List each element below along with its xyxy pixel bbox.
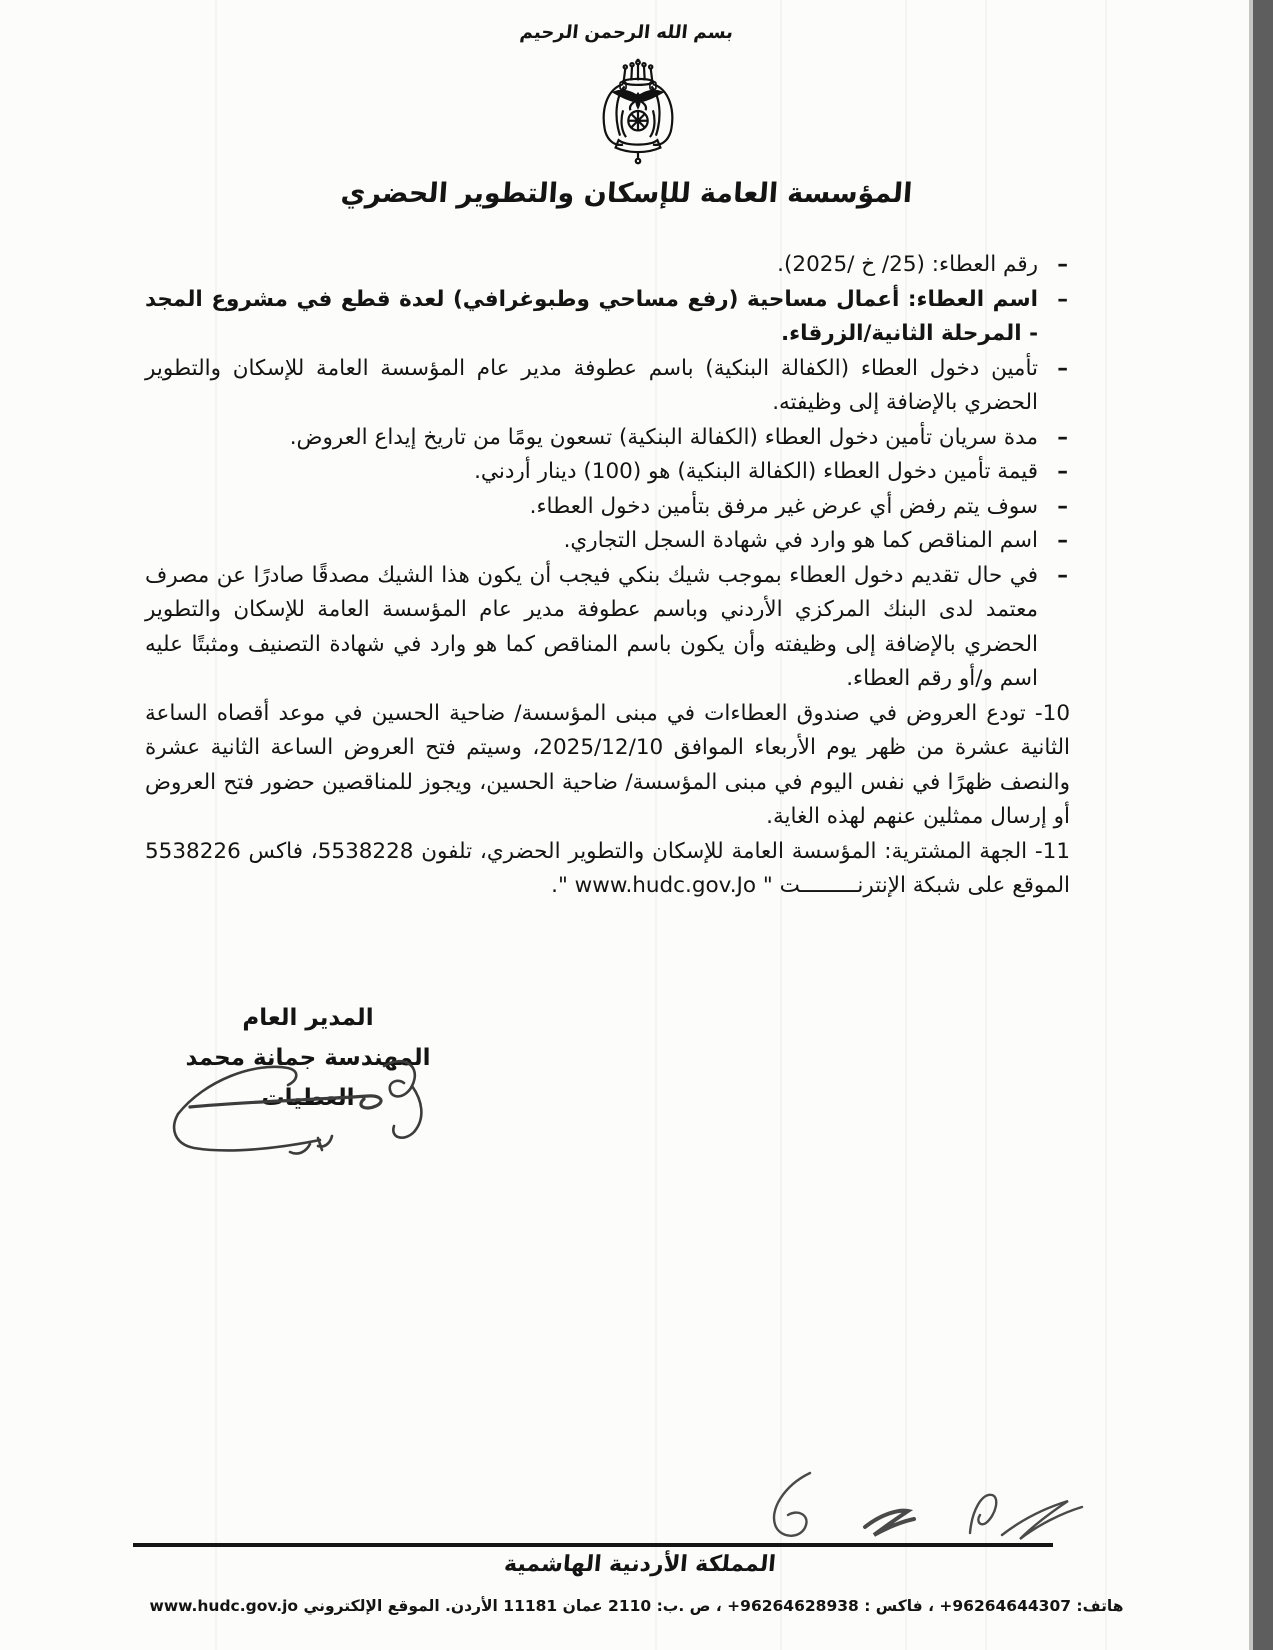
jordan-coat-of-arms-icon — [593, 58, 683, 174]
item-number: 11- — [1027, 838, 1070, 864]
signatory-title: المدير العام — [242, 1005, 374, 1031]
dash-marker: – — [1057, 252, 1068, 277]
list-item — [145, 352, 1070, 421]
handwritten-signature — [160, 1052, 460, 1166]
dash-marker: – — [1057, 493, 1068, 519]
item-number: 10- — [1025, 700, 1070, 726]
list-item — [145, 559, 1070, 697]
handwritten-initials — [690, 1455, 1120, 1564]
kingdom-calligraphy: المملكة الأردنية الهاشمية — [503, 1552, 777, 1577]
dash-marker: – — [1057, 286, 1068, 312]
rejection-line: سوف يتم رفض أي عرض غير مرفق بتأمين دخول العطاء. — [529, 493, 1038, 519]
dash-marker: – — [1057, 528, 1068, 553]
bond-value-line: قيمة تأمين دخول العطاء (الكفالة البنكية) هو (100) دينار أردني. — [474, 459, 1038, 484]
org-name-calligraphy: المؤسسة العامة للإسكان والتطوير الحضري — [339, 178, 914, 209]
tender-name-line: اسم العطاء: أعمال مساحية (رفع مساحي وطبوغرافي) لعدة قطع في مشروع المجد - المرحلة الثانية/الزرقاء. — [145, 286, 1038, 346]
dash-marker: – — [1057, 424, 1068, 450]
list-item — [145, 283, 1070, 352]
scan-edge-shadow — [1253, 0, 1273, 1650]
dash-marker: – — [1057, 355, 1068, 381]
dash-marker: – — [1057, 459, 1068, 484]
tender-number-line: رقم العطاء: (25/ خ /2025). — [777, 252, 1038, 277]
deposit-deadline-paragraph: تودع العروض في صندوق العطاءات في مبنى المؤسسة/ ضاحية الحسين في موعد أقصاه الساعة الثانية عشرة من ظهر يوم الأربعاء الموافق 2025/12/10، وسيتم فتح العروض الساعة الثانية عشرة والنصف ظهرًا في نفس اليوم في مبنى المؤسسة/ ضاحية الحسين، ويجوز للمناقصين حضور فتح العروض أو إرسال ممثلين عنهم لهذه الغاية. — [145, 700, 1070, 829]
footer-contact-line: هاتف: 96264644307+ ، فاكس : 96264628938+ ، ص .ب: 2110 عمان 11181 الأردن. الموقع الإلكتروني www.hudc.gov.jo — [149, 1597, 1124, 1615]
purchasing-entity-paragraph: الجهة المشترية: المؤسسة العامة للإسكان والتطوير الحضري، تلفون 5538228، فاكس 5538226 الموقع على شبكة الإنترنـــــــــت " www.hudc.gov.Jo ". — [145, 838, 1070, 898]
bid-bond-line: تأمين دخول العطاء (الكفالة البنكية) باسم عطوفة مدير عام المؤسسة العامة للإسكان والتطوير الحضري بالإضافة إلى وظيفته. — [145, 355, 1038, 415]
scan-edge-shadow-soft — [1249, 0, 1253, 1650]
certified-cheque-paragraph: في حال تقديم دخول العطاء بموجب شيك بنكي فيجب أن يكون هذا الشيك مصدقًا صادرًا عن مصرف معتمد لدى البنك المركزي الأردني وباسم عطوفة مدير عام المؤسسة العامة للإسكان والتطوير الحضري بالإضافة إلى وظيفته وأن يكون باسم المناقص كما هو وارد في شهادة التصنيف ومثبتًا عليه اسم و/أو رقم العطاء. — [145, 562, 1038, 691]
list-item — [145, 524, 1070, 559]
list-item — [145, 248, 1070, 283]
bidder-name-line: اسم المناقص كما هو وارد في شهادة السجل التجاري. — [563, 528, 1038, 553]
list-item — [145, 455, 1070, 490]
bond-validity-line: مدة سريان تأمين دخول العطاء (الكفالة البنكية) تسعون يومًا من تاريخ إيداع العروض. — [289, 424, 1038, 450]
bismillah-calligraphy: بسم الله الرحمن الرحيم — [518, 22, 735, 43]
tender-body — [145, 248, 1070, 904]
list-item — [145, 421, 1070, 456]
scan-streak — [1105, 0, 1107, 1650]
numbered-item-11 — [145, 835, 1070, 904]
signatory-name: المهندسة جمانة محمد العطيات — [185, 1045, 431, 1111]
numbered-item-10 — [145, 697, 1070, 835]
list-item — [145, 490, 1070, 525]
dash-marker: – — [1057, 562, 1068, 588]
